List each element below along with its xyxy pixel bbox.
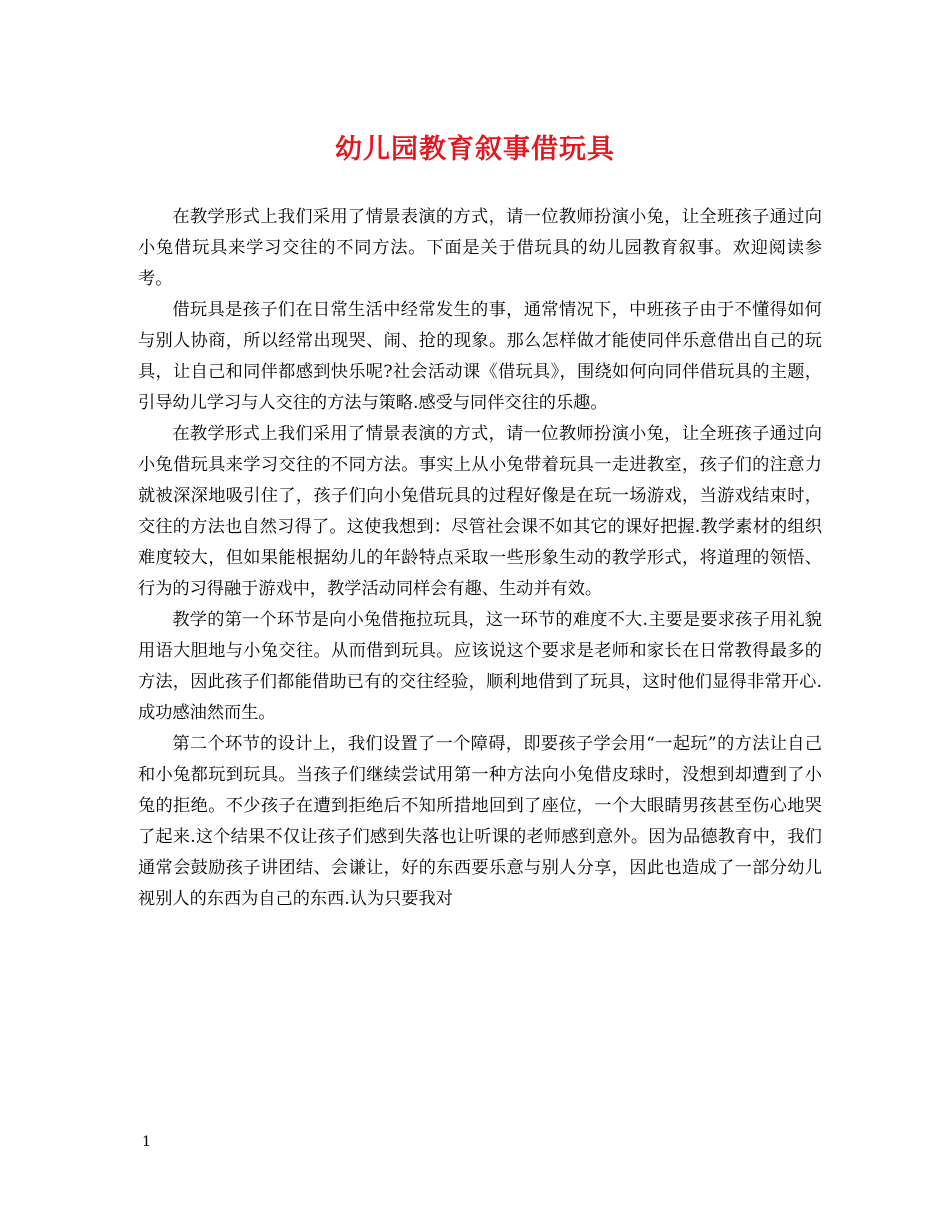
paragraph-1: 在教学形式上我们采用了情景表演的方式，请一位教师扮演小兔，让全班孩子通过向小兔借玩具来学习交往的不同方法。下面是关于借玩具的幼儿园教育叙事。欢迎阅读参考。 <box>138 207 822 289</box>
paragraph-3: 在教学形式上我们采用了情景表演的方式，请一位教师扮演小兔，让全班孩子通过向小兔借玩具来学习交往的不同方法。事实上从小兔带着玩具一走进教室，孩子们的注意力就被深深地吸引住了，孩子们向小兔借玩具的过程好像是在玩一场游戏，当游戏结束时，交往的方法也自然习得了。这使我想到：尽管社会课不如其它的课好把握.教学素材的组织难度较大，但如果能根据幼儿的年龄特点采取一些形象生动的教学形式，将道理的领悟、行为的习得融于游戏中，教学活动同样会有趣、生动并有效。 <box>138 424 822 599</box>
paragraph-2: 借玩具是孩子们在日常生活中经常发生的事，通常情况下，中班孩子由于不懂得如何与别人协商，所以经常出现哭、闹、抢的现象。那么怎样做才能使同伴乐意借出自己的玩具，让自己和同伴都感到快乐呢?社会活动课《借玩具》，围绕如何向同伴借玩具的主题，引导幼儿学习与人交往的方法与策略.感受与同伴交往的乐趣。 <box>138 300 822 413</box>
page-number: 1 <box>142 1134 151 1150</box>
paragraph-5: 第二个环节的设计上，我们设置了一个障碍，即要孩子学会用“一起玩”的方法让自己和小兔都玩到玩具。当孩子们继续尝试用第一种方法向小兔借皮球时，没想到却遭到了小兔的拒绝。不少孩子在遭到拒绝后不知所措地回到了座位，一个大眼睛男孩甚至伤心地哭了起来.这个结果不仅让孩子们感到失落也让听课的老师感到意外。因为品德教育中，我们通常会鼓励孩子讲团结、会谦让，好的东西要乐意与别人分享，因此也造成了一部分幼儿视别人的东西为自己的东西.认为只要我对 <box>138 734 822 909</box>
paragraph-4: 教学的第一个环节是向小兔借拖拉玩具，这一环节的难度不大.主要是要求孩子用礼貌用语大胆地与小兔交往。从而借到玩具。应该说这个要求是老师和家长在日常教得最多的方法，因此孩子们都能借助已有的交往经验，顺利地借到了玩具，这时他们显得非常开心.成功感油然而生。 <box>138 610 822 723</box>
document-title: 幼儿园教育叙事借玩具 <box>335 134 615 165</box>
document-body <box>138 202 822 915</box>
